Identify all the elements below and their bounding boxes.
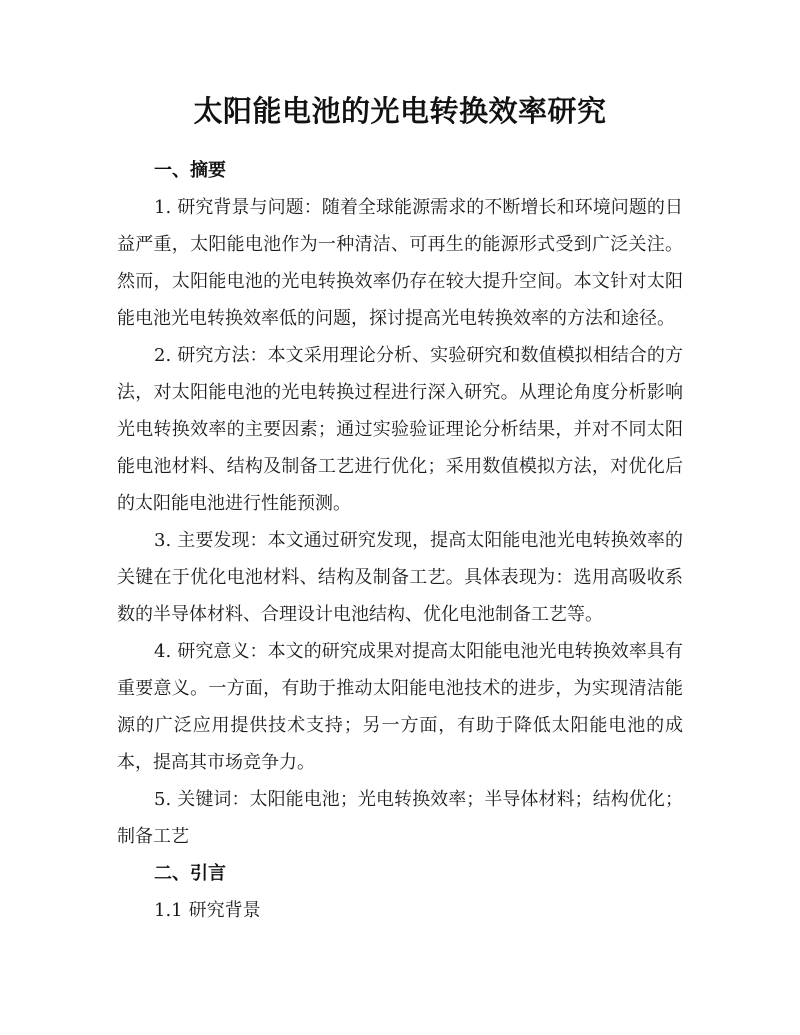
subsection-title: 研究背景 — [188, 900, 261, 921]
abstract-paragraph-5-keywords — [117, 781, 683, 855]
paragraph-text: 研究背景与问题：随着全球能源需求的不断增长和环境问题的日益严重，太阳能电池作为一种清洁、可再生的能源形式受到广泛关注。然而，太阳能电池的光电转换效率仍存在较大提升空间。本文针对太阳能电池光电转换效率低的问题，探讨提高光电转换效率的方法和途径。 — [117, 197, 683, 329]
document-page — [117, 84, 683, 929]
section-heading-abstract: 一、摘要 — [154, 160, 226, 181]
subsection-heading-research-background — [117, 892, 683, 929]
subsection-number: 1.1 — [154, 900, 183, 921]
abstract-paragraph-2 — [117, 337, 683, 522]
paragraph-number: 4. — [154, 641, 172, 662]
paragraph-text: 研究方法：本文采用理论分析、实验研究和数值模拟相结合的方法，对太阳能电池的光电转换过程进行深入研究。从理论角度分析影响光电转换效率的主要因素；通过实验验证理论分析结果，并对不同太阳能电池材料、结构及制备工艺进行优化；采用数值模拟方法，对优化后的太阳能电池进行性能预测。 — [117, 345, 683, 514]
abstract-paragraph-3 — [117, 522, 683, 633]
paragraph-number: 2. — [154, 345, 172, 366]
paragraph-text: 关键词：太阳能电池；光电转换效率；半导体材料；结构优化；制备工艺 — [117, 789, 683, 847]
section-heading-introduction: 二、引言 — [154, 863, 226, 884]
paragraph-text: 主要发现：本文通过研究发现，提高太阳能电池光电转换效率的关键在于优化电池材料、结构及制备工艺。具体表现为：选用高吸收系数的半导体材料、合理设计电池结构、优化电池制备工艺等。 — [117, 530, 683, 625]
paragraph-number: 1. — [154, 197, 172, 218]
paragraph-number: 5. — [154, 789, 172, 810]
paragraph-number: 3. — [154, 530, 172, 551]
document-title: 太阳能电池的光电转换效率研究 — [193, 94, 607, 128]
paragraph-text: 研究意义：本文的研究成果对提高太阳能电池光电转换效率具有重要意义。一方面，有助于推动太阳能电池技术的进步，为实现清洁能源的广泛应用提供技术支持；另一方面，有助于降低太阳能电池的成本，提高其市场竞争力。 — [117, 641, 683, 773]
abstract-paragraph-4 — [117, 633, 683, 781]
abstract-paragraph-1 — [117, 189, 683, 337]
